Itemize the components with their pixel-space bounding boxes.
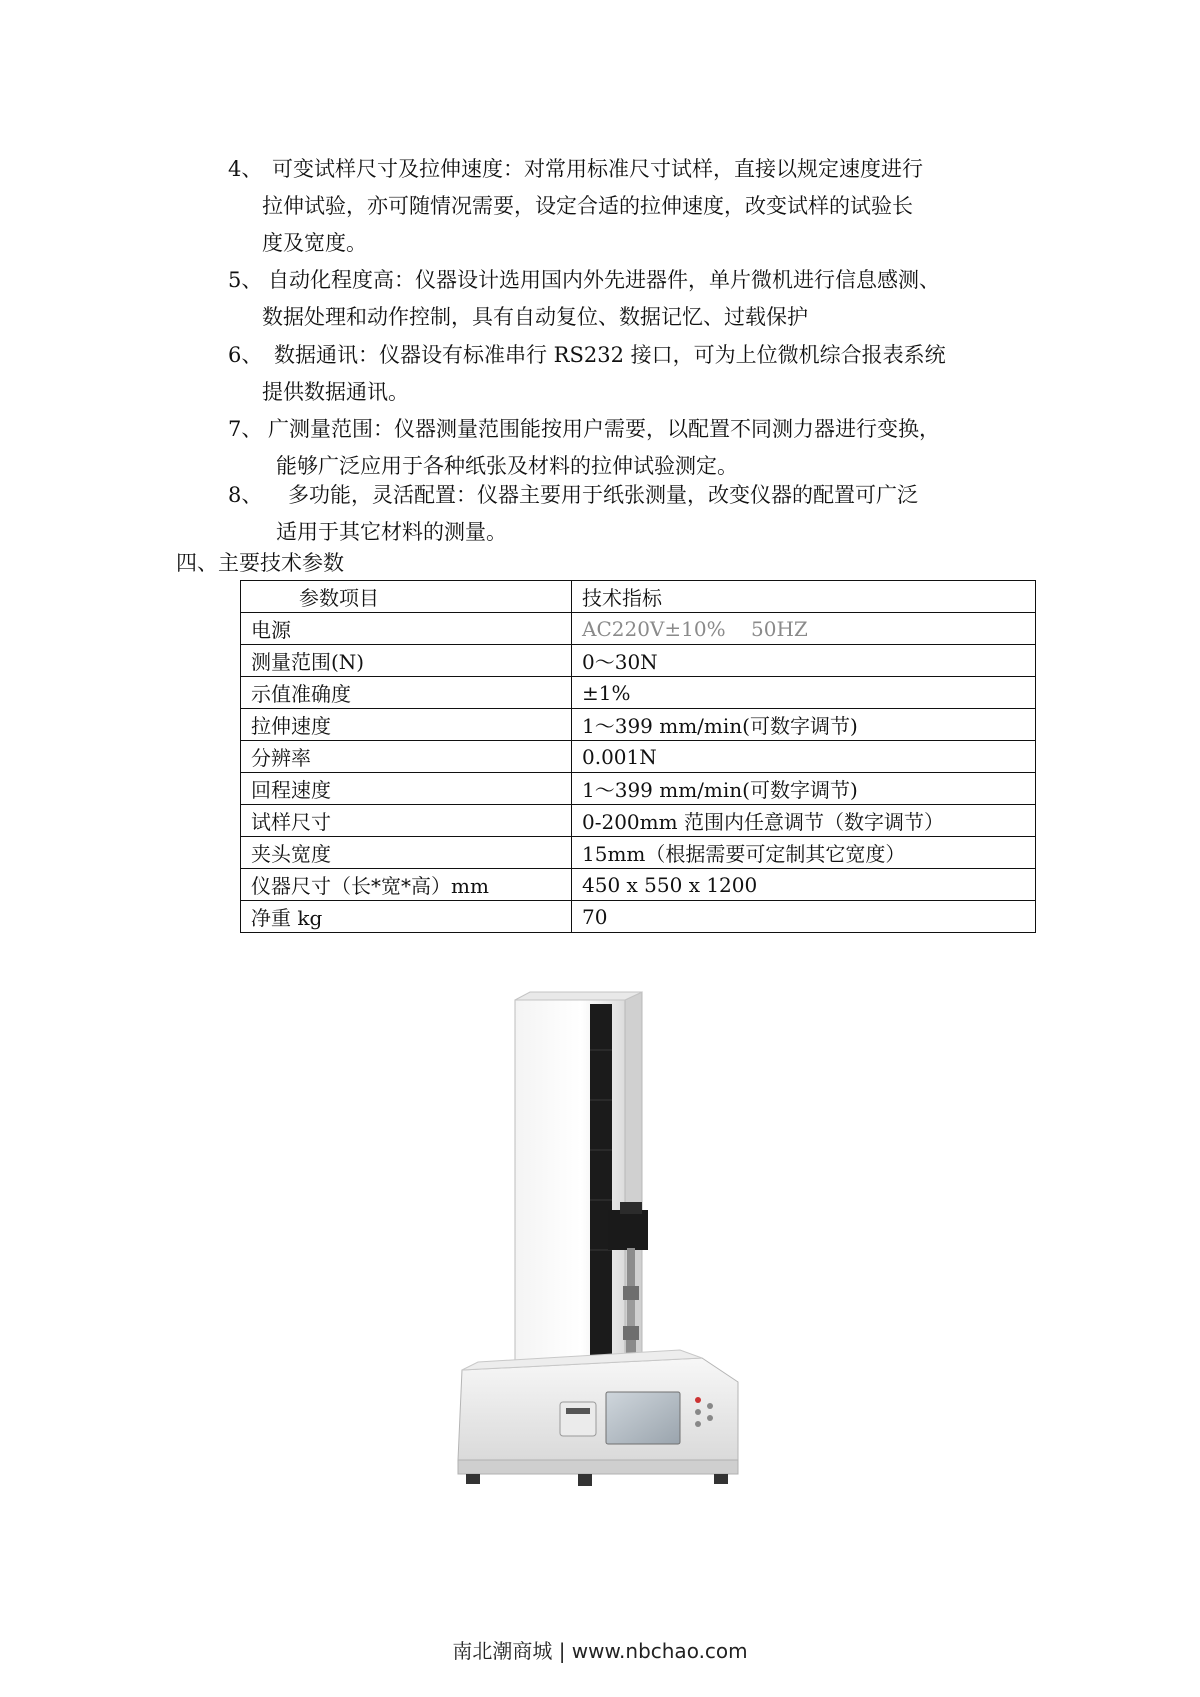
feature-text-line: 可变试样尺寸及拉伸速度：对常用标准尺寸试样，直接以规定速度进行 [272,157,923,181]
param-name-cell: 分辨率 [241,741,572,773]
table-row [241,837,1036,869]
table-row [241,869,1036,901]
param-name-cell: 电源 [241,613,572,645]
param-value-cell: 1～399 mm/min(可数字调节) [572,709,1036,741]
feature-number: 4、 [228,157,263,181]
feature-item-5 [228,263,1048,335]
param-value-cell: AC220V±10% 50HZ [572,613,1036,645]
feature-number: 8、 [228,483,263,507]
feature-text-line: 提供数据通讯。 [262,380,409,404]
feature-text-line: 拉伸试验，亦可随情况需要，设定合适的拉伸速度，改变试样的试验长 [262,194,913,218]
feature-item-7 [228,412,1048,484]
table-row [241,709,1036,741]
header-cell: 参数项目 [241,581,572,613]
table-row [241,741,1036,773]
param-name-cell: 回程速度 [241,773,572,805]
feature-number: 6、 [228,343,263,367]
table-header-row [241,581,1036,613]
feature-item-8 [228,478,1048,550]
tensile-tester-photo [430,990,810,1526]
feature-text-line: 数据通讯：仪器设有标准串行 RS232 接口，可为上位微机综合报表系统 [274,343,946,367]
feature-number: 7、 [228,417,263,441]
feature-text-line: 度及宽度。 [262,231,367,255]
feature-number: 5、 [228,268,263,292]
footer-site-link[interactable]: 南北潮商城 | www.nbchao.com [452,1639,748,1663]
feature-text-line: 多功能，灵活配置：仪器主要用于纸张测量，改变仪器的配置可广泛 [288,483,918,507]
feature-text-line: 广测量范围：仪器测量范围能按用户需要，以配置不同测力器进行变换， [268,417,940,441]
feature-text-line: 适用于其它材料的测量。 [276,520,507,544]
param-name-cell: 试样尺寸 [241,805,572,837]
table-row [241,645,1036,677]
table-row [241,901,1036,933]
param-name-cell: 示值准确度 [241,677,572,709]
feature-item-4 [228,152,1048,262]
feature-text-line: 数据处理和动作控制，具有自动复位、数据记忆、过载保护 [262,305,808,329]
spec-table [240,580,1036,933]
param-value-cell: 0～30N [572,645,1036,677]
param-name-cell: 测量范围(N) [241,645,572,677]
param-name-cell: 夹头宽度 [241,837,572,869]
param-value-cell: 0-200mm 范围内任意调节（数字调节） [572,805,1036,837]
param-name-cell: 净重 kg [241,901,572,933]
param-value-cell: 15mm（根据需要可定制其它宽度） [572,837,1036,869]
param-name-cell: 拉伸速度 [241,709,572,741]
param-value-cell: 70 [572,901,1036,933]
param-value-cell: ±1% [572,677,1036,709]
table-row [241,805,1036,837]
feature-text-line: 自动化程度高：仪器设计选用国内外先进器件，单片微机进行信息感测、 [268,268,940,292]
param-value-cell: 1～399 mm/min(可数字调节) [572,773,1036,805]
table-row [241,677,1036,709]
param-name-cell: 仪器尺寸（长*宽*高）mm [241,869,572,901]
feature-item-6 [228,338,1048,410]
table-row [241,773,1036,805]
section-heading: 四、主要技术参数 [176,551,344,575]
header-cell: 技术指标 [572,581,1036,613]
feature-text-line: 能够广泛应用于各种纸张及材料的拉伸试验测定。 [276,454,738,478]
table-row [241,613,1036,645]
param-value-cell: 450 x 550 x 1200 [572,869,1036,901]
param-value-cell: 0.001N [572,741,1036,773]
